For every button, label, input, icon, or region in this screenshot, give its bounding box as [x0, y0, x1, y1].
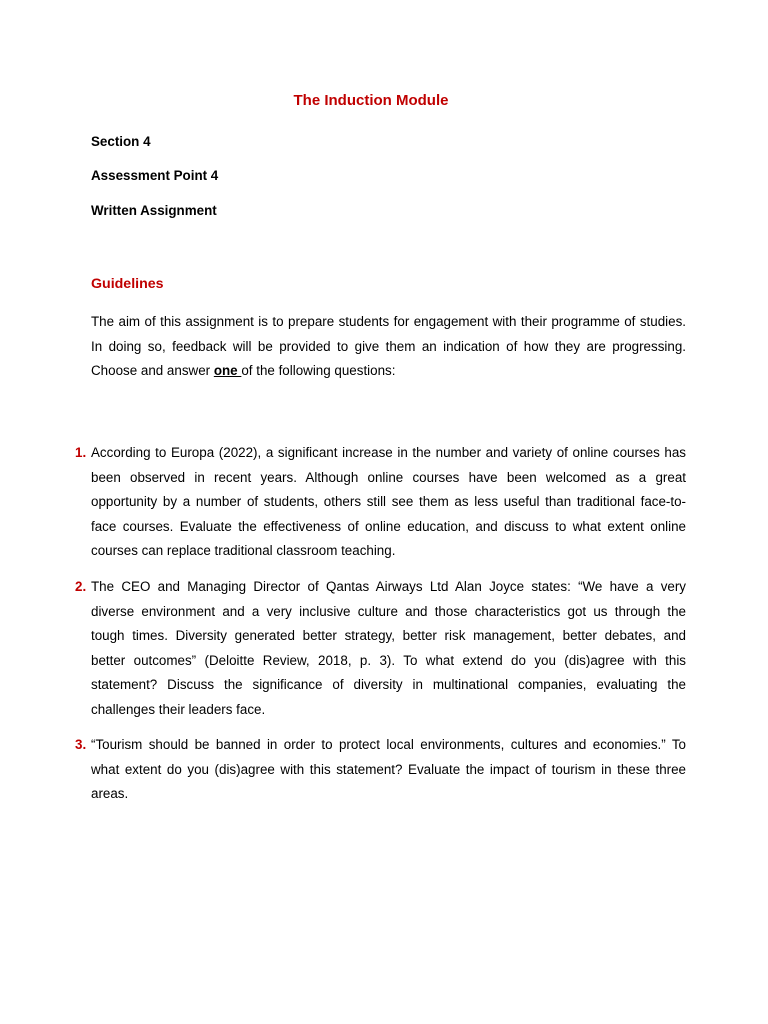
question-text: [91, 575, 686, 722]
question-number: 3.: [75, 737, 87, 752]
question-line: According to Europa (2022), a significant increase in the number and variety of online courses has: [91, 445, 686, 460]
question-item-1: [75, 441, 686, 564]
question-line: better outcomes” (Deloitte Review, 2018, p. 3). To what extend do you (dis)agree with this: [91, 652, 686, 668]
question-line: diverse environment and a very inclusive culture and those characteristics got us through the: [91, 603, 686, 619]
guidelines-intro: [91, 310, 686, 384]
question-line: opportunity by a number of students, others still see them as less useful than traditional face-to-: [91, 494, 686, 509]
question-text: [91, 441, 686, 564]
assessment-point-label: Assessment Point 4: [91, 168, 219, 183]
guidelines-heading: Guidelines: [91, 276, 164, 292]
intro-line-2: In doing so, feedback will be provided to give them an indication of how they are progressing.: [91, 338, 686, 354]
question-line: been observed in recent years. Although online courses have been welcomed as a great: [91, 469, 686, 485]
question-line: face courses. Evaluate the effectiveness of online education, and discuss to what extent online: [91, 518, 686, 534]
question-item-2: [75, 575, 686, 722]
question-number: 1.: [75, 445, 87, 460]
question-line: challenges their leaders face.: [91, 701, 266, 717]
question-line: what extent do you (dis)agree with this statement? Evaluate the impact of tourism in these three: [91, 761, 686, 777]
document-title: The Induction Module: [293, 92, 449, 109]
question-line: “Tourism should be banned in order to protect local environments, cultures and economies.” To: [91, 737, 686, 752]
question-line: courses can replace traditional classroom teaching.: [91, 543, 396, 558]
intro-line-3: [91, 359, 686, 384]
assignment-type-label: Written Assignment: [91, 203, 217, 218]
question-line: areas.: [91, 786, 129, 801]
question-number: 2.: [75, 579, 87, 594]
question-text: [91, 733, 686, 807]
question-line: The CEO and Managing Director of Qantas Airways Ltd Alan Joyce states: “We have a very: [91, 579, 686, 594]
question-line: tough times. Diversity generated better strategy, better risk management, better debates, and: [91, 628, 686, 643]
intro-line-3-end: of the following questions:: [241, 363, 396, 378]
section-label: Section 4: [91, 134, 151, 149]
intro-line-3-start: Choose and answer: [91, 363, 214, 378]
question-line: statement? Discuss the significance of diversity in multinational companies, evaluating the: [91, 677, 686, 692]
question-item-3: [75, 733, 686, 807]
intro-line-1: The aim of this assignment is to prepare students for engagement with their programme of studies.: [91, 314, 686, 329]
intro-emphasis-one: one: [213, 363, 242, 378]
